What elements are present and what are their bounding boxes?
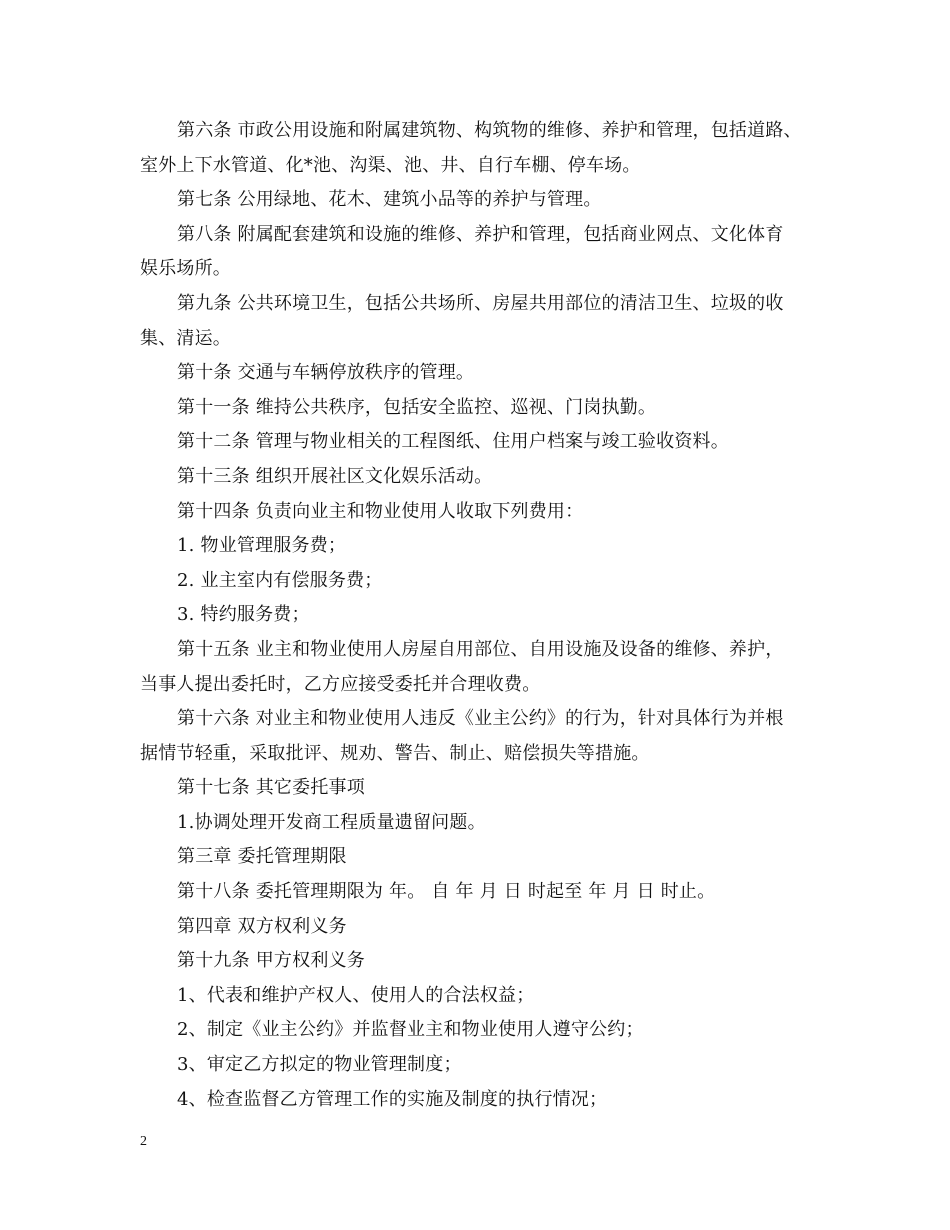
text-line: 第十一条 维持公共秩序，包括安全监控、巡视、门岗执勤。 — [177, 396, 657, 418]
text-line: 2. 业主室内有偿服务费； — [177, 569, 383, 591]
text-line: 室外上下水管道、化*池、沟渠、池、井、自行车棚、停车场。 — [140, 154, 641, 176]
text-line: 第三章 委托管理期限 — [177, 846, 347, 868]
text-line: 第十六条 对业主和物业使用人违反《业主公约》的行为，针对具体行为并根 — [177, 708, 784, 730]
document-body — [140, 114, 830, 1117]
text-line: 第八条 附属配套建筑和设施的维修、养护和管理，包括商业网点、文化体育 — [177, 223, 784, 245]
text-line: 第十二条 管理与物业相关的工程图纸、住用户档案与竣工验收资料。 — [177, 431, 729, 453]
text-line: 3、审定乙方拟定的物业管理制度； — [177, 1054, 462, 1076]
text-line: 1、代表和维护产权人、使用人的合法权益； — [177, 984, 535, 1006]
text-line: 第十七条 其它委托事项 — [177, 777, 365, 799]
page-number: 2 — [140, 1134, 147, 1149]
text-line: 2、制定《业主公约》并监督业主和物业使用人遵守公约； — [177, 1019, 644, 1041]
text-line: 第十八条 委托管理期限为 年。 自 年 月 日 时起至 年 月 日 时止。 — [177, 881, 716, 903]
text-line: 第十条 交通与车辆停放秩序的管理。 — [177, 362, 475, 384]
text-line: 第十九条 甲方权利义务 — [177, 950, 365, 972]
text-line: 4、检查监督乙方管理工作的实施及制度的执行情况； — [177, 1088, 608, 1110]
text-line: 第六条 市政公用设施和附属建筑物、构筑物的维修、养护和管理，包括道路、 — [177, 120, 802, 141]
text-line: 1. 物业管理服务费； — [177, 535, 347, 557]
text-line: 据情节轻重，采取批评、规劝、警告、制止、赔偿损失等措施。 — [140, 742, 650, 764]
text-line: 集、清运。 — [140, 327, 231, 349]
text-line: 第七条 公用绿地、花木、建筑小品等的养护与管理。 — [177, 189, 602, 211]
text-line: 1.协调处理开发商工程质量遗留问题。 — [177, 811, 486, 833]
text-line: 第十四条 负责向业主和物业使用人收取下列费用： — [177, 500, 584, 522]
text-line: 3. 特约服务费； — [177, 604, 310, 626]
text-line: 第十五条 业主和物业使用人房屋自用部位、自用设施及设备的维修、养护， — [177, 638, 784, 660]
text-line: 当事人提出委托时，乙方应接受委托并合理收费。 — [140, 673, 541, 695]
text-line: 娱乐场所。 — [140, 258, 231, 280]
text-line: 第四章 双方权利义务 — [177, 915, 347, 937]
text-line: 第十三条 组织开展社区文化娱乐活动。 — [177, 465, 493, 487]
text-line: 第九条 公共环境卫生，包括公共场所、房屋共用部位的清洁卫生、垃圾的收 — [177, 292, 784, 314]
